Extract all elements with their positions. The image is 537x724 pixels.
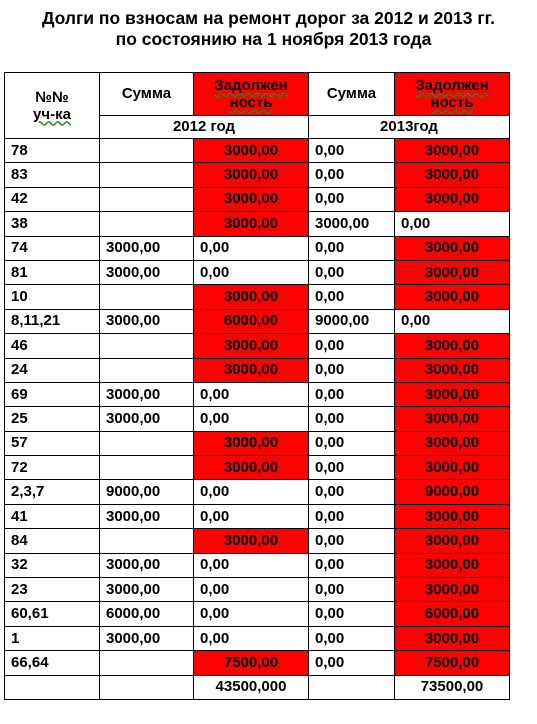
debt-2013-cell: 9000,00 [395,480,510,504]
plot-number-cell: 46 [5,334,100,358]
debt-2012-cell: 0,00 [194,407,309,431]
totals-sum-2012-cell [100,675,194,699]
header-debt-2013-line1: Задолжен [415,77,489,94]
sum-2012-cell: 3000,00 [100,407,194,431]
debt-2012-cell: 3000,00 [194,163,309,187]
plot-number-cell: 38 [5,212,100,236]
debt-2013-cell: 3000,00 [395,285,510,309]
sum-2013-cell: 0,00 [309,602,395,626]
plot-number-cell: 32 [5,553,100,577]
plot-number-cell: 25 [5,407,100,431]
sum-2012-cell: 3000,00 [100,236,194,260]
plot-number-cell: 74 [5,236,100,260]
table-row [5,626,510,650]
year-2012-label: 2012 год [100,116,309,139]
table-row [5,334,510,358]
sum-2013-cell: 3000,00 [309,212,395,236]
sum-2013-cell: 0,00 [309,358,395,382]
debt-2012-cell: 3000,00 [194,456,309,480]
debt-2013-cell: 3000,00 [395,260,510,284]
debt-2013-cell: 3000,00 [395,626,510,650]
table-row [5,309,510,333]
debts-table [4,72,510,700]
year-2013-label: 2013год [309,116,510,139]
sum-2013-cell: 9000,00 [309,309,395,333]
title-line-2: по состоянию на 1 ноября 2013 года [115,29,432,49]
header-debt-2013-line2: ность [430,94,474,111]
header-debt-2012-line1: Задолжен [214,77,288,94]
plot-number-cell: 78 [5,139,100,163]
sum-2013-cell: 0,00 [309,578,395,602]
header-debt-2013 [395,73,510,116]
header-sum-2012: Сумма [100,73,194,116]
debt-2012-cell: 0,00 [194,553,309,577]
debt-2013-cell: 7500,00 [395,651,510,675]
sum-2012-cell [100,334,194,358]
table-row [5,529,510,553]
table-row [5,651,510,675]
debt-2013-cell: 3000,00 [395,358,510,382]
debt-2013-cell: 3000,00 [395,456,510,480]
sum-2012-cell [100,187,194,211]
table-row [5,431,510,455]
sum-2012-cell [100,456,194,480]
sum-2012-cell: 9000,00 [100,480,194,504]
sum-2012-cell: 3000,00 [100,309,194,333]
debt-2012-cell: 7500,00 [194,651,309,675]
debt-2012-cell: 0,00 [194,260,309,284]
debt-2013-cell: 0,00 [395,309,510,333]
plot-number-cell: 84 [5,529,100,553]
plot-number-cell: 8,11,21 [5,309,100,333]
sum-2013-cell: 0,00 [309,553,395,577]
sum-2013-cell: 0,00 [309,187,395,211]
debt-2012-cell: 0,00 [194,236,309,260]
header-sum-2013: Сумма [309,73,395,116]
sum-2012-cell: 3000,00 [100,626,194,650]
table-row [5,358,510,382]
table-row [5,382,510,406]
sum-2013-cell: 0,00 [309,480,395,504]
table-row [5,407,510,431]
debt-2012-cell: 3000,00 [194,285,309,309]
debt-2013-cell: 3000,00 [395,529,510,553]
debt-2013-cell: 3000,00 [395,163,510,187]
sum-2012-cell [100,358,194,382]
debts-table-body [5,73,510,700]
sum-2013-cell: 0,00 [309,163,395,187]
plot-number-cell: 42 [5,187,100,211]
debt-2012-cell: 0,00 [194,602,309,626]
sum-2013-cell: 0,00 [309,334,395,358]
debt-2012-cell: 0,00 [194,626,309,650]
debt-2012-cell: 0,00 [194,480,309,504]
sum-2013-cell: 0,00 [309,529,395,553]
header-debt-2012-line2: ность [229,94,273,111]
totals-debt-2012-cell: 43500,000 [194,675,309,699]
debt-2012-cell: 0,00 [194,578,309,602]
plot-number-cell: 24 [5,358,100,382]
plot-number-cell: 81 [5,260,100,284]
header-plot-number [5,73,100,139]
sum-2013-cell: 0,00 [309,236,395,260]
table-row [5,163,510,187]
sum-2012-cell [100,139,194,163]
debt-2013-cell: 3000,00 [395,504,510,528]
debt-2012-cell: 3000,00 [194,139,309,163]
debt-2012-cell: 3000,00 [194,212,309,236]
debt-2013-cell: 6000,00 [395,602,510,626]
debt-2012-cell: 3000,00 [194,529,309,553]
table-row [5,187,510,211]
table-row [5,602,510,626]
table-row [5,578,510,602]
table-row [5,480,510,504]
table-row [5,212,510,236]
plot-number-cell: 57 [5,431,100,455]
plot-number-cell: 23 [5,578,100,602]
sum-2012-cell: 3000,00 [100,382,194,406]
debt-2013-cell: 3000,00 [395,187,510,211]
debt-2012-cell: 0,00 [194,382,309,406]
table-row [5,260,510,284]
debt-2012-cell: 3000,00 [194,187,309,211]
debt-2013-cell: 3000,00 [395,236,510,260]
table-row [5,236,510,260]
debt-2012-cell: 6000,00 [194,309,309,333]
sum-2013-cell: 0,00 [309,456,395,480]
document-title [0,8,537,50]
sum-2012-cell [100,285,194,309]
debt-2013-cell: 3000,00 [395,431,510,455]
table-row [5,504,510,528]
sum-2012-cell [100,163,194,187]
debt-2013-cell: 3000,00 [395,553,510,577]
totals-row [5,675,510,699]
sum-2013-cell: 0,00 [309,285,395,309]
totals-sum-2013-cell [309,675,395,699]
plot-number-cell: 72 [5,456,100,480]
plot-number-cell: 60,61 [5,602,100,626]
sum-2013-cell: 0,00 [309,260,395,284]
sum-2013-cell: 0,00 [309,431,395,455]
debt-2012-cell: 3000,00 [194,431,309,455]
sum-2012-cell [100,651,194,675]
sum-2012-cell [100,212,194,236]
plot-number-cell: 69 [5,382,100,406]
debt-2012-cell: 3000,00 [194,334,309,358]
sum-2012-cell: 6000,00 [100,602,194,626]
plot-number-cell: 41 [5,504,100,528]
sum-2013-cell: 0,00 [309,382,395,406]
debt-2013-cell: 3000,00 [395,334,510,358]
table-row [5,139,510,163]
plot-number-cell: 66,64 [5,651,100,675]
sum-2013-cell: 0,00 [309,407,395,431]
debt-2012-cell: 0,00 [194,504,309,528]
sum-2012-cell: 3000,00 [100,504,194,528]
debt-2013-cell: 3000,00 [395,139,510,163]
plot-number-cell: 1 [5,626,100,650]
sum-2012-cell: 3000,00 [100,578,194,602]
header-plot-line2: уч-ка [33,105,71,123]
header-plot-line1: №№ [35,88,69,106]
debt-2013-cell: 0,00 [395,212,510,236]
sum-2013-cell: 0,00 [309,651,395,675]
debt-2013-cell: 3000,00 [395,382,510,406]
sum-2013-cell: 0,00 [309,504,395,528]
table-row [5,456,510,480]
sum-2012-cell [100,529,194,553]
debt-2012-cell: 3000,00 [194,358,309,382]
plot-number-cell: 83 [5,163,100,187]
header-row [5,73,510,116]
sum-2013-cell: 0,00 [309,626,395,650]
plot-number-cell: 2,3,7 [5,480,100,504]
plot-number-cell: 10 [5,285,100,309]
header-debt-2012 [194,73,309,116]
table-row [5,553,510,577]
sum-2013-cell: 0,00 [309,139,395,163]
sum-2012-cell: 3000,00 [100,260,194,284]
debt-2013-cell: 3000,00 [395,578,510,602]
sum-2012-cell: 3000,00 [100,553,194,577]
debt-2013-cell: 3000,00 [395,407,510,431]
sum-2012-cell [100,431,194,455]
title-line-1: Долги по взносам на ремонт дорог за 2012 и 2013 гг. [41,8,496,28]
table-row [5,285,510,309]
totals-debt-2013-cell: 73500,00 [395,675,510,699]
totals-plot-cell [5,675,100,699]
